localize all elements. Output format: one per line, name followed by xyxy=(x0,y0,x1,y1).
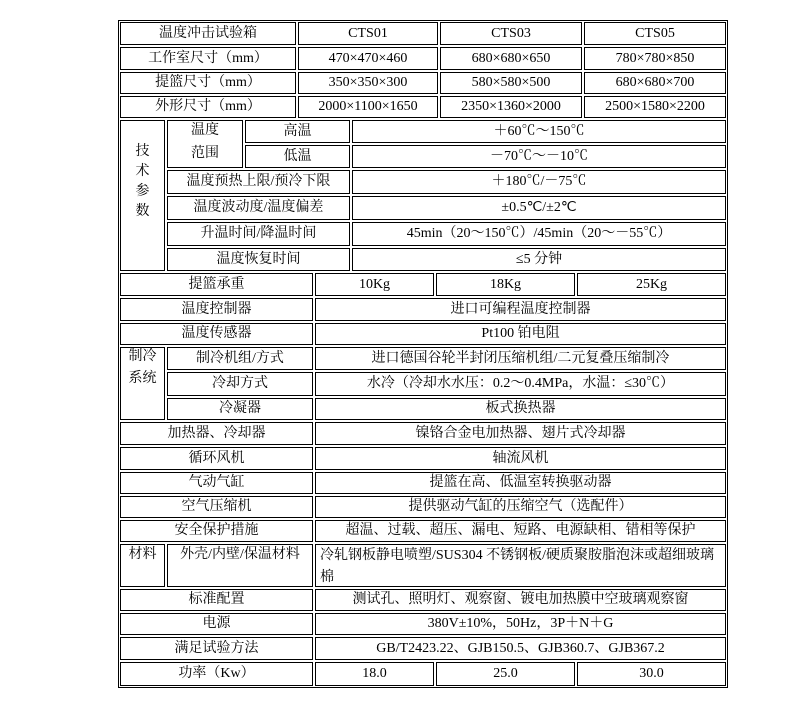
workroom-size-model-3: 780×780×850 xyxy=(584,47,726,70)
heater-cooler-value: 镍铬合金电加热器、翅片式冷却器 xyxy=(315,422,726,445)
pneumatic-cylinder-value: 提篮在高、低温室转换驱动器 xyxy=(315,472,726,494)
condenser-label: 冷凝器 xyxy=(167,398,313,420)
heating-cooling-time-label: 升温时间/降温时间 xyxy=(167,222,350,246)
model-header-2: CTS03 xyxy=(440,22,582,45)
model-header-1: CTS01 xyxy=(298,22,438,45)
sensor-label: 温度传感器 xyxy=(120,323,313,345)
fluctuation-deviation-label: 温度波动度/温度偏差 xyxy=(167,196,350,220)
high-temp-value: ＋60℃～150℃ xyxy=(352,120,726,143)
sensor-value: Pt100 铂电阻 xyxy=(315,323,726,345)
materials-value: 冷轧钢板静电喷塑/SUS304 不锈钢板/硬质聚胺脂泡沫或超细玻璃棉 xyxy=(315,544,726,587)
cooling-method-value: 水冷（冷却水水压：0.2～0.4MPa，水温：≤30℃） xyxy=(315,372,726,396)
preheat-precool-value: ＋180℃/－75℃ xyxy=(352,170,726,194)
fluctuation-deviation-value: ±0.5℃/±2℃ xyxy=(352,196,726,220)
air-compressor-label: 空气压缩机 xyxy=(120,496,313,518)
power-label: 功率（Kw） xyxy=(120,662,313,686)
overall-size-label: 外形尺寸（mm） xyxy=(120,96,296,118)
condenser-value: 板式换热器 xyxy=(315,398,726,420)
power-model-2: 25.0 xyxy=(436,662,575,686)
basket-size-model-3: 680×680×700 xyxy=(584,72,726,94)
safety-protection-value: 超温、过载、超压、漏电、短路、电源缺相、错相等保护 xyxy=(315,520,726,542)
overall-size-model-1: 2000×1100×1650 xyxy=(298,96,438,118)
controller-label: 温度控制器 xyxy=(120,298,313,321)
refrigeration-unit-value: 进口德国谷轮半封闭压缩机组/二元复叠压缩制冷 xyxy=(315,347,726,370)
power-supply-label: 电源 xyxy=(120,613,313,635)
power-model-1: 18.0 xyxy=(315,662,434,686)
basket-load-model-2: 18Kg xyxy=(436,273,575,296)
safety-protection-label: 安全保护措施 xyxy=(120,520,313,542)
power-model-3: 30.0 xyxy=(577,662,726,686)
overall-size-model-3: 2500×1580×2200 xyxy=(584,96,726,118)
preheat-precool-label: 温度预热上限/预冷下限 xyxy=(167,170,350,194)
cooling-method-label: 冷却方式 xyxy=(167,372,313,396)
air-compressor-value: 提供驱动气缸的压缩空气（选配件） xyxy=(315,496,726,518)
circulation-fan-value: 轴流风机 xyxy=(315,447,726,470)
technical-group-label: 技术参数 xyxy=(135,144,150,219)
materials-group-label: 材料 xyxy=(120,544,165,587)
technical-group-cell xyxy=(120,120,165,271)
standard-config-value: 测试孔、照明灯、观察窗、镀电加热膜中空玻璃观察窗 xyxy=(315,589,726,611)
materials-item-label: 外壳/内壁/保温材料 xyxy=(167,544,313,587)
product-name-cell: 温度冲击试验箱 xyxy=(120,22,296,45)
low-temp-value: －70℃～－10℃ xyxy=(352,145,726,168)
basket-size-model-1: 350×350×300 xyxy=(298,72,438,94)
basket-load-model-3: 25Kg xyxy=(577,273,726,296)
test-methods-label: 满足试验方法 xyxy=(120,637,313,660)
overall-size-model-2: 2350×1360×2000 xyxy=(440,96,582,118)
test-methods-value: GB/T2423.22、GJB150.5、GJB360.7、GJB367.2 xyxy=(315,637,726,660)
workroom-size-model-1: 470×470×460 xyxy=(298,47,438,70)
pneumatic-cylinder-label: 气动气缸 xyxy=(120,472,313,494)
standard-config-label: 标准配置 xyxy=(120,589,313,611)
basket-size-model-2: 580×580×500 xyxy=(440,72,582,94)
heater-cooler-label: 加热器、冷却器 xyxy=(120,422,313,445)
temperature-range-label: 温度范围 xyxy=(190,123,219,161)
basket-load-model-1: 10Kg xyxy=(315,273,434,296)
workroom-size-model-2: 680×680×650 xyxy=(440,47,582,70)
controller-value: 进口可编程温度控制器 xyxy=(315,298,726,321)
refrigeration-unit-label: 制冷机组/方式 xyxy=(167,347,313,370)
circulation-fan-label: 循环风机 xyxy=(120,447,313,470)
high-temp-label: 高温 xyxy=(245,120,350,143)
heating-cooling-time-value: 45min（20～150℃）/45min（20～－55℃） xyxy=(352,222,726,246)
refrigeration-group-cell xyxy=(120,347,165,420)
power-supply-value: 380V±10%，50Hz，3P＋N＋G xyxy=(315,613,726,635)
recovery-time-label: 温度恢复时间 xyxy=(167,248,350,271)
basket-load-label: 提篮承重 xyxy=(120,273,313,296)
basket-size-label: 提篮尺寸（mm） xyxy=(120,72,296,94)
recovery-time-value: ≤5 分钟 xyxy=(352,248,726,271)
refrigeration-group-label: 制冷系统 xyxy=(128,349,157,386)
workroom-size-label: 工作室尺寸（mm） xyxy=(120,47,296,70)
model-header-3: CTS05 xyxy=(584,22,726,45)
low-temp-label: 低温 xyxy=(245,145,350,168)
temperature-range-cell xyxy=(167,120,243,168)
